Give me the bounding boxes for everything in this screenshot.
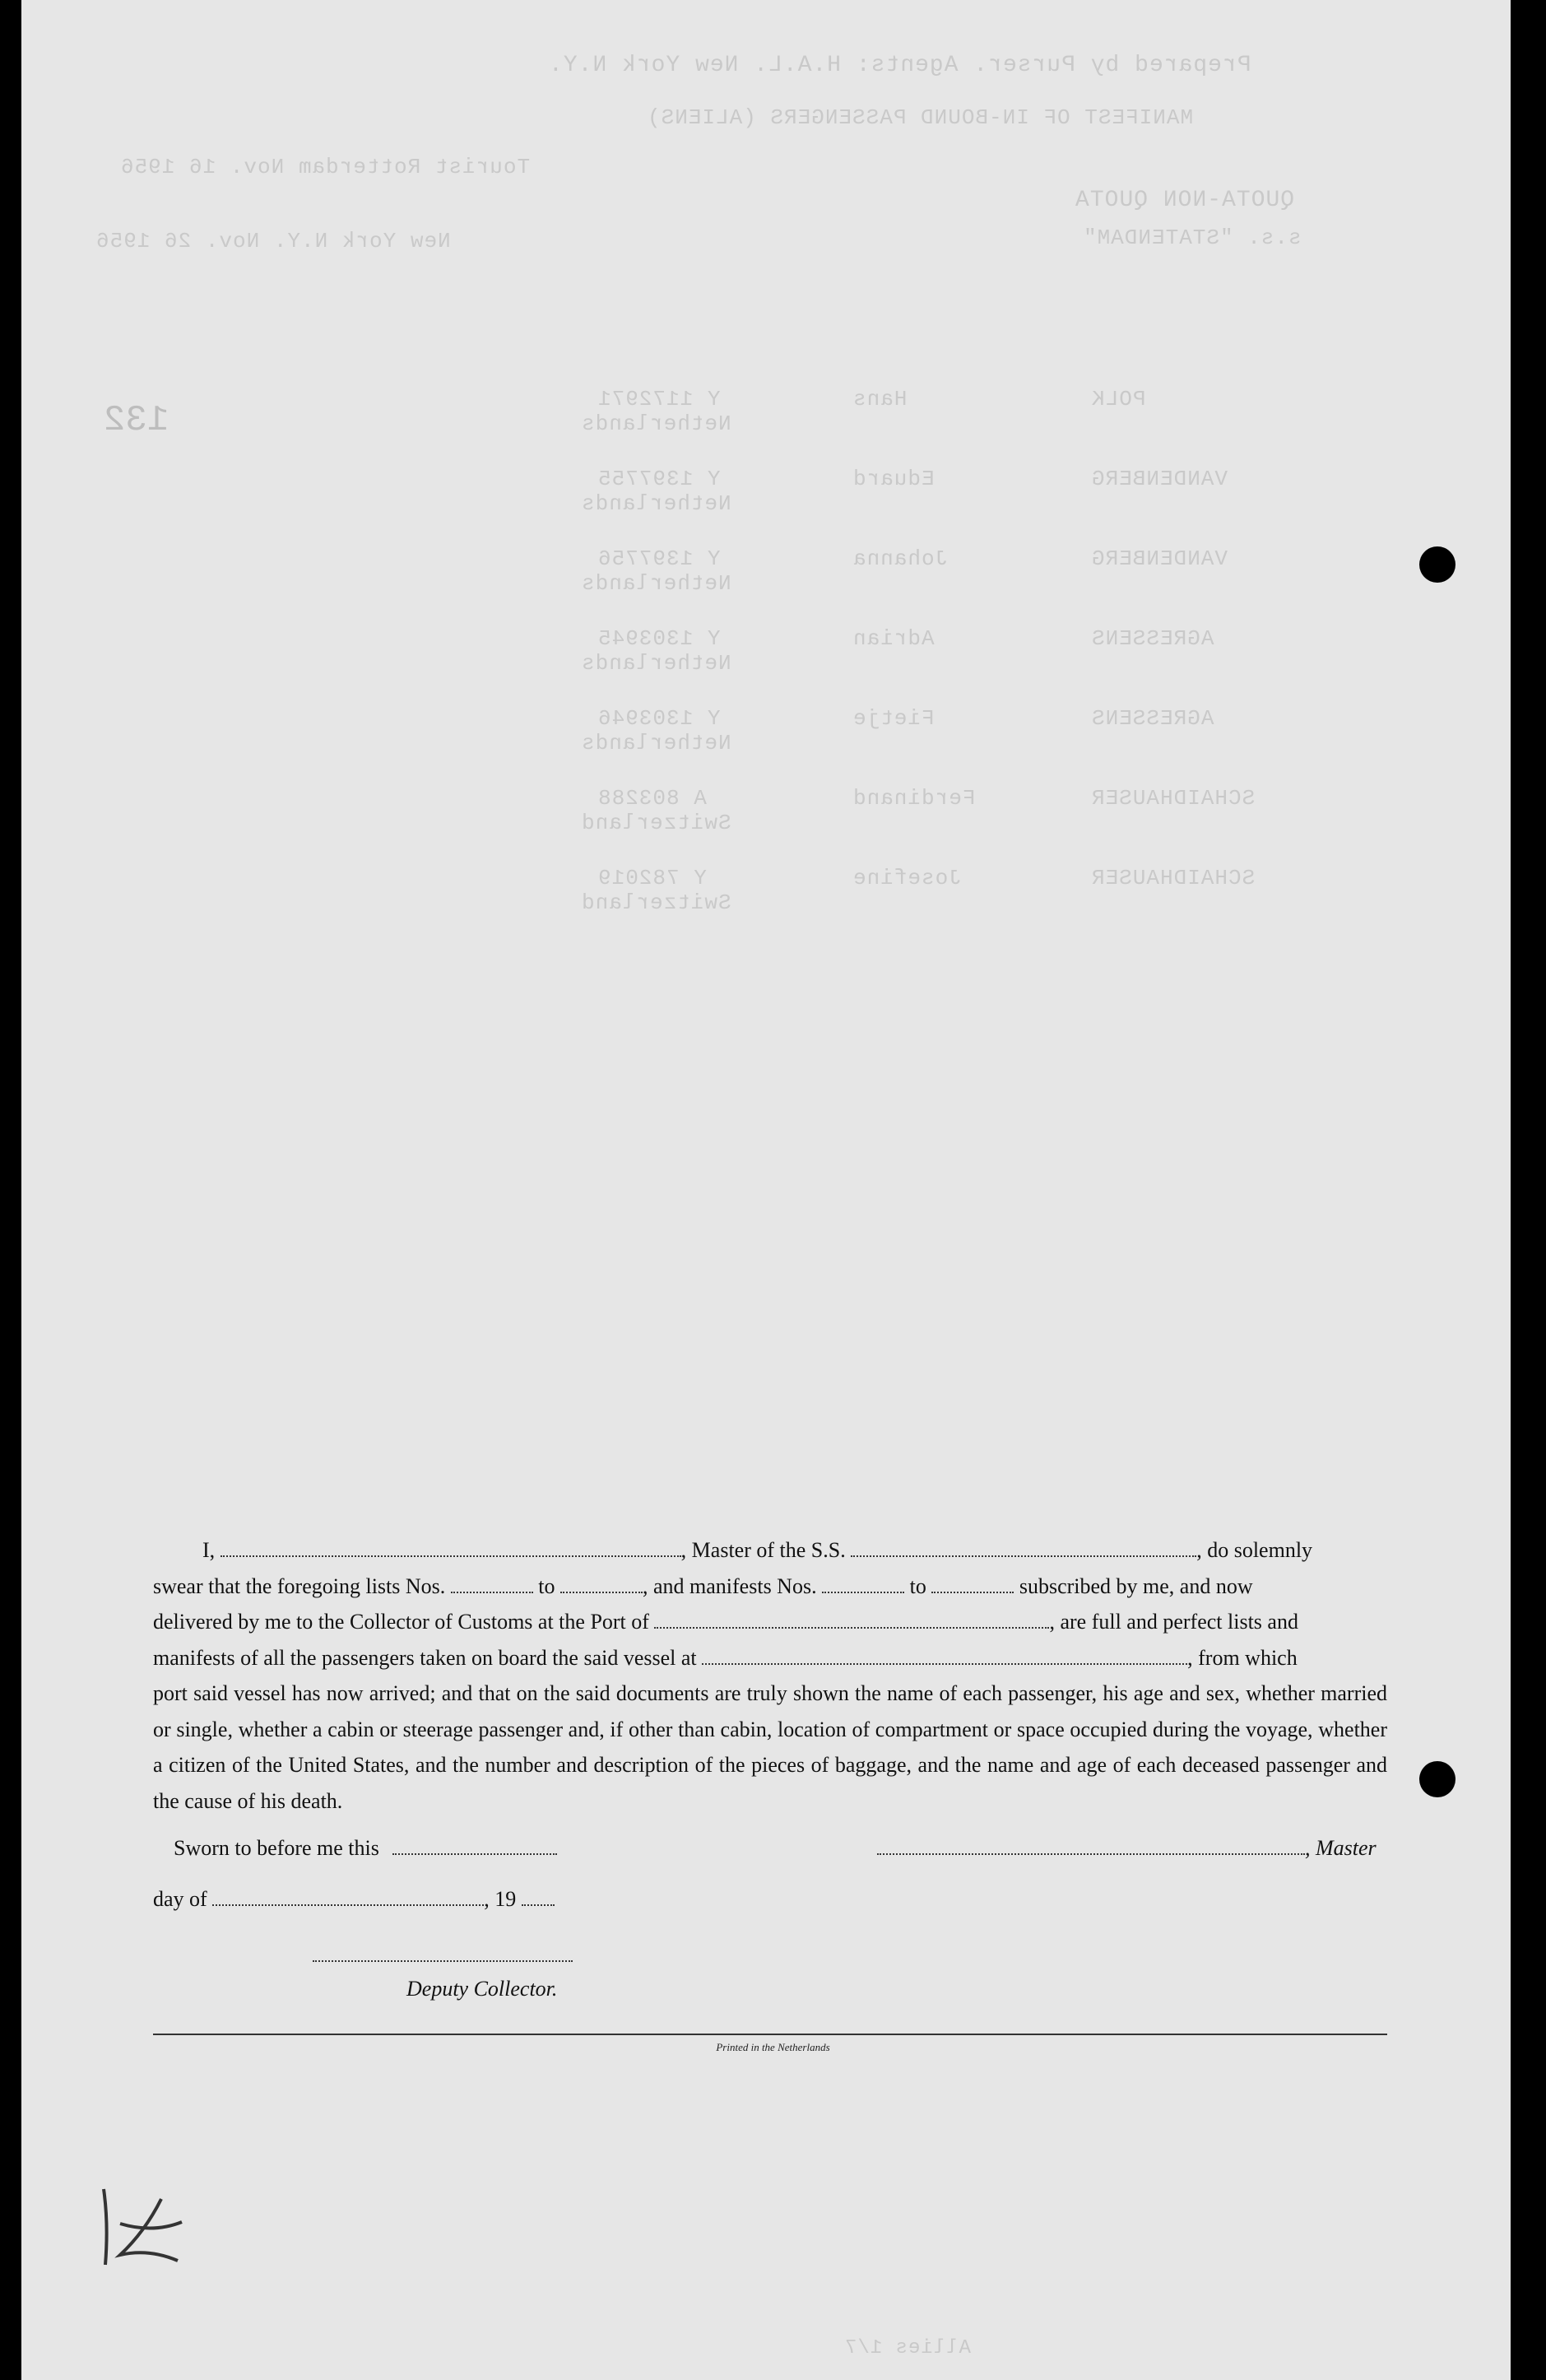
ghost-row-surname: SCHAIDHAUSER: [1091, 866, 1256, 890]
punch-hole-top: [1419, 546, 1455, 583]
ghost-row-passport: Y 1397755: [597, 467, 721, 491]
sworn-line: [174, 1835, 557, 1861]
oath-text-12: , from which: [1187, 1645, 1298, 1670]
oath-paragraph: [153, 1532, 1387, 1819]
ghost-header-line-1: Prepared by Purser. Agents: H.A.L. New York N.Y.: [548, 53, 1251, 78]
lists-from-field[interactable]: [451, 1573, 533, 1593]
oath-i: I,: [202, 1538, 216, 1562]
document-page: [21, 0, 1511, 2380]
deputy-signature-field[interactable]: [313, 1942, 573, 1962]
day-of-line: [153, 1886, 555, 1912]
oath-text-8: subscribed by me, and now: [1019, 1573, 1253, 1598]
ghost-row-country: Netherlands: [581, 491, 731, 516]
ghost-row-surname: AGRESSENS: [1091, 626, 1214, 651]
manifests-from-field[interactable]: [822, 1573, 904, 1593]
ghost-header-line-5: s.s. "STATENDAM": [1083, 225, 1302, 250]
oath-text-11: manifests of all the passengers taken on board the said vessel at: [153, 1645, 697, 1670]
ghost-row-country: Switzerland: [581, 890, 731, 915]
ghost-bottom-line: Allies 1/7: [844, 2337, 972, 2359]
ghost-header-line-4: QUOTA-NON QUOTA: [1075, 188, 1295, 213]
bottom-rule: [153, 2034, 1387, 2035]
ghost-row-passport: Y 1303946: [597, 706, 721, 731]
deputy-collector-label: Deputy Collector.: [406, 1977, 558, 2001]
ghost-row-given: Adrian: [852, 626, 935, 651]
oath-text-10: , are full and perfect lists and: [1049, 1610, 1298, 1634]
oath-text-9: delivered by me to the Collector of Customs at the Port of: [153, 1610, 649, 1634]
ghost-row-country: Netherlands: [581, 651, 731, 676]
manifests-to-field[interactable]: [931, 1573, 1014, 1593]
ghost-row-surname: POLK: [1091, 387, 1146, 411]
sworn-day-field[interactable]: [392, 1835, 557, 1855]
lists-to-field[interactable]: [560, 1573, 643, 1593]
ghost-row-country: Netherlands: [581, 731, 731, 755]
ghost-row-given: Hans: [852, 387, 908, 411]
oath-text-5: to: [538, 1573, 555, 1598]
port-field[interactable]: [654, 1609, 1049, 1629]
ghost-row-surname: VANDENBERG: [1091, 467, 1228, 491]
ghost-row-given: Ferdinand: [852, 786, 976, 811]
printed-in-netherlands: Printed in the Netherlands: [716, 2041, 830, 2053]
sworn-label: Sworn to before me this: [174, 1836, 379, 1860]
year-field[interactable]: [522, 1886, 555, 1906]
master-label: , Master: [1305, 1836, 1377, 1860]
year-label: , 19: [484, 1887, 517, 1911]
ghost-row-country: Netherlands: [581, 411, 731, 436]
master-signature-line: [877, 1835, 1377, 1861]
ghost-row-given: Eduard: [852, 467, 935, 491]
handwritten-mark: [87, 2182, 211, 2273]
ghost-row-given: Johanna: [852, 546, 949, 571]
ghost-row-given: Fietje: [852, 706, 935, 731]
vessel-name-field[interactable]: [851, 1537, 1196, 1557]
master-signature-field[interactable]: [877, 1835, 1305, 1855]
ghost-row-country: Netherlands: [581, 571, 731, 596]
ghost-row-passport: A 803288: [597, 786, 707, 811]
ghost-row-passport: Y 1397756: [597, 546, 721, 571]
ghost-page-number: 132: [104, 400, 169, 441]
oath-text-6: , and manifests Nos.: [643, 1573, 817, 1598]
day-of-label: day of: [153, 1887, 207, 1911]
embarkation-port-field[interactable]: [702, 1645, 1187, 1665]
oath-text-13: port said vessel has now arrived; and that on the said documents are truly shown the name of each passenger, his age and sex, whether married or single, whether a cabin or steerage passenger and, if other than cabin, location of compartment or space occupied during the voyage, whether a citizen of the United States, and the number and description of the pieces of baggage, and the name and age of each deceased passenger and the cause of his death.: [153, 1681, 1387, 1813]
oath-text-7: to: [909, 1573, 926, 1598]
ghost-header-line-2: MANIFEST OF IN-BOUND PASSENGERS (ALIENS): [647, 105, 1194, 130]
ghost-header-line-6: New York N.Y. Nov. 26 1956: [95, 229, 451, 253]
month-field[interactable]: [212, 1886, 484, 1906]
oath-text-3: , do solemnly: [1196, 1538, 1313, 1562]
ghost-row-surname: SCHAIDHAUSER: [1091, 786, 1256, 811]
ghost-row-passport: Y 782019: [597, 866, 707, 890]
ghost-row-passport: Y 1303945: [597, 626, 721, 651]
ghost-row-given: Josefine: [852, 866, 962, 890]
ghost-row-country: Switzerland: [581, 811, 731, 835]
ghost-header-line-3: Tourist Rotterdam Nov. 16 1956: [120, 155, 531, 179]
ghost-row-passport: Y 1172971: [597, 387, 721, 411]
oath-text-4: swear that the foregoing lists Nos.: [153, 1573, 446, 1598]
oath-text-2: , Master of the S.S.: [680, 1538, 846, 1562]
ghost-row-surname: VANDENBERG: [1091, 546, 1228, 571]
master-name-field[interactable]: [221, 1537, 681, 1557]
ghost-row-surname: AGRESSENS: [1091, 706, 1214, 731]
punch-hole-bottom: [1419, 1761, 1455, 1797]
